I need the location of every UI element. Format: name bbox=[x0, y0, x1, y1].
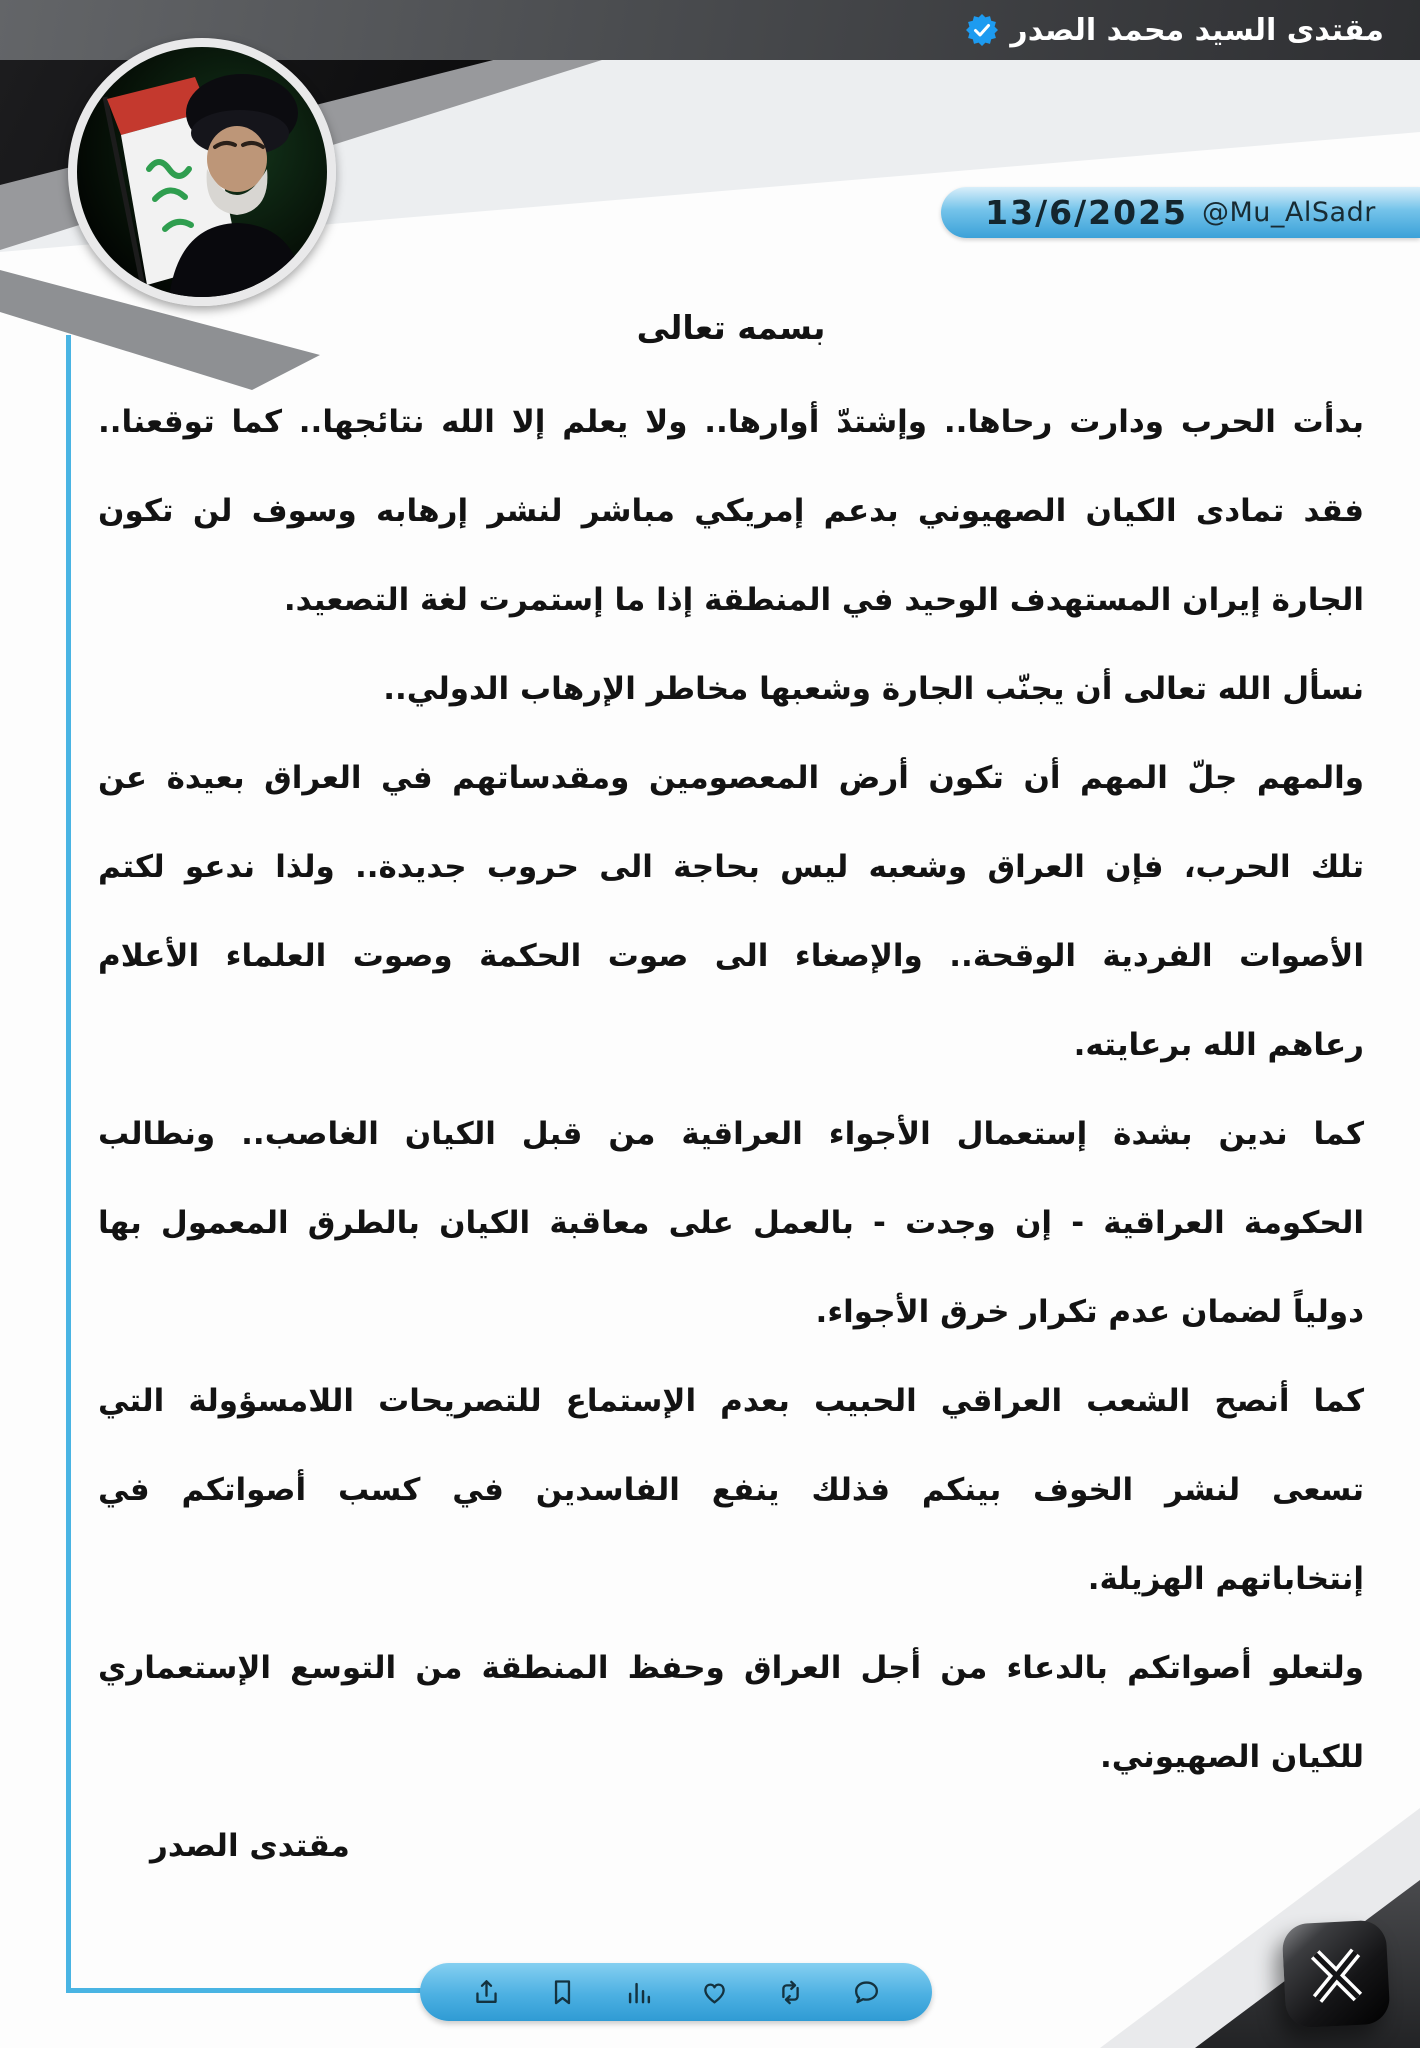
avatar bbox=[68, 38, 336, 306]
statement-line: دولياً لضمان عدم تكرار خرق الأجواء. bbox=[815, 1294, 1364, 1330]
statement-line: رعاهم الله برعايته. bbox=[1073, 1027, 1364, 1063]
frame-line-horizontal bbox=[66, 1988, 440, 1993]
statement-line: نسأل الله تعالى أن يجنّب الجارة وشعبها مخاطر الإرهاب الدولي.. bbox=[383, 671, 1364, 707]
post-handle[interactable]: @Mu_AlSadr bbox=[1202, 197, 1376, 228]
statement-line: الأصوات الفردية الوقحة.. والإصغاء الى صوت الحكمة وصوت العلماء الأعلام bbox=[98, 938, 1364, 974]
statement-line: الجارة إيران المستهدف الوحيد في المنطقة إذا ما إستمرت لغة التصعيد. bbox=[283, 582, 1364, 618]
share-icon[interactable] bbox=[470, 1976, 502, 2008]
statement-line: كما أنصح الشعب العراقي الحبيب بعدم الإستماع للتصريحات اللامسؤولة التي bbox=[98, 1383, 1364, 1419]
verified-badge-icon bbox=[966, 14, 998, 46]
analytics-icon[interactable] bbox=[622, 1976, 654, 2008]
page-title: مقتدى السيد محمد الصدر bbox=[1010, 12, 1384, 48]
statement-line: تسعى لنشر الخوف بينكم فذلك ينفع الفاسدين في كسب أصواتكم في bbox=[98, 1472, 1364, 1508]
signature: مقتدى الصدر bbox=[150, 1828, 350, 1864]
frame-line-vertical bbox=[66, 335, 71, 1993]
statement-line: كما ندين بشدة إستعمال الأجواء العراقية من قبل الكيان الغاصب.. ونطالب bbox=[98, 1116, 1364, 1152]
statement-line: ولتعلو أصواتكم بالدعاء من أجل العراق وحفظ المنطقة من التوسع الإستعماري bbox=[98, 1650, 1364, 1686]
avatar-image bbox=[77, 47, 327, 297]
like-icon[interactable] bbox=[698, 1976, 730, 2008]
statement-line: إنتخاباتهم الهزيلة. bbox=[1087, 1561, 1364, 1597]
date-banner bbox=[941, 187, 1420, 238]
reply-icon[interactable] bbox=[850, 1976, 882, 2008]
statement-line: تلك الحرب، فإن العراق وشعبه ليس بحاجة الى حروب جديدة.. ولذا ندعو لكتم bbox=[98, 849, 1364, 885]
statement-line: بدأت الحرب ودارت رحاها.. وإشتدّ أوارها.. ولا يعلم إلا الله نتائجها.. كما توقعنا.. bbox=[98, 404, 1364, 440]
statement-body bbox=[98, 278, 1364, 1864]
bismillah-heading: بسمه تعالى bbox=[636, 308, 826, 347]
statement-line: فقد تمادى الكيان الصهيوني بدعم إمريكي مباشر لنشر إرهابه وسوف لن تكون bbox=[98, 493, 1364, 529]
statement-line: الحكومة العراقية - إن وجدت - بالعمل على معاقبة الكيان بالطرق المعمول بها bbox=[98, 1205, 1364, 1241]
statement-line: للكيان الصهيوني. bbox=[1099, 1739, 1364, 1775]
post-date: 13/6/2025 bbox=[985, 193, 1189, 232]
bookmark-icon[interactable] bbox=[546, 1976, 578, 2008]
actions-bar bbox=[420, 1963, 932, 2021]
x-logo-icon[interactable] bbox=[1281, 1919, 1390, 2028]
statement-line: والمهم جلّ المهم أن تكون أرض المعصومين ومقدساتهم في العراق بعيدة عن bbox=[98, 760, 1364, 796]
retweet-icon[interactable] bbox=[774, 1976, 806, 2008]
